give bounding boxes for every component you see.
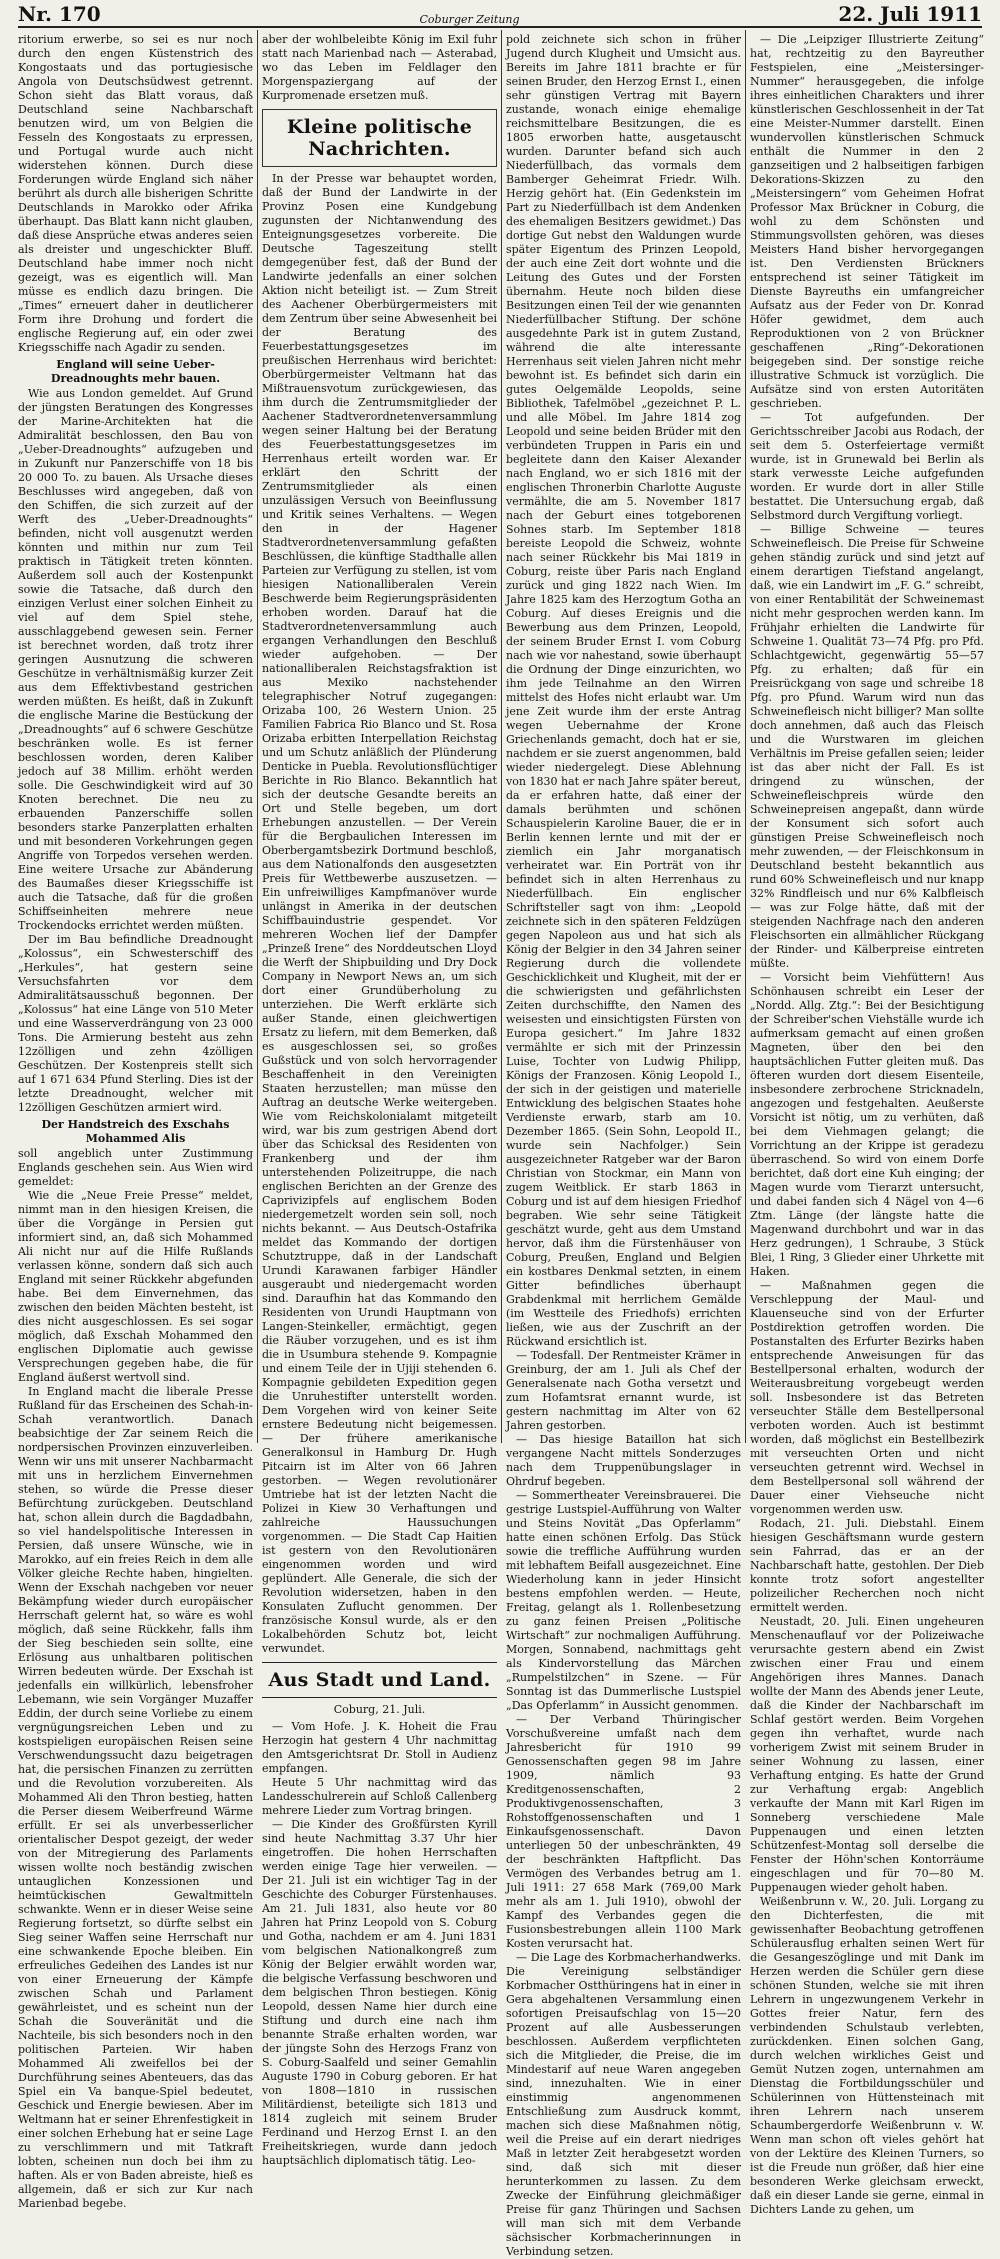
article-paragraph: ritorium erwerbe, so sei es nur noch durch den engen Küstenstrich des Kongostaats und das portugiesische Angola von Deutschsüdwest getrennt. Schon sieht das Blatt voraus, daß Deutschland seine Nachbarschaft benutzen wird, um von Belgien die Fesseln des Kongostaats zu erpressen, und Portugal wurde auch nicht widerstehen können. Durch diese Forderungen würde England sich näher berührt als durch alle bisherigen Schritte Deutschlands in Marokko oder Afrika überhaupt. Das Blatt kann nicht glauben, daß diese Ansprüche etwas anderes seien als dreister und ungeschickter Bluff. Deutschland habe immer noch nicht gezeigt, was es eigentlich will. Man müsse es endlich dazu bringen. Die „Times“ erneuert daher in deutlicherer Form ihre Drohung und fordert die englische Regierung auf, ein oder zwei Kriegsschiffe nach Agadir zu senden. [18,33,253,354]
article-paragraph: Weißenbrunn v. W., 20. Juli. Lorgang zu den Dichterfesten, die mit gewissenhafter Beobachtung getroffenen Schülerausflug erhalten seinen Wert für die Gesangeszöglinge und mit Dank im Herzen werden die Schüler gern diese schönen Stunden, welche sie mit ihren Lehrern in ungezwungenem Verkehr in Gottes freier Natur, fern des verbindenden Schulstaub verlebten, zurückdenken. Einen solchen Gang, durch welchen wirkliches Geist und Gemüt Nutzen zogen, unternahmen am Dienstag die Fortbildungsschüler und Schülerinnen von Hüttensteinach mit ihren Lehrern nach unserem Schaumbergerdorfe Weißenbrunn v. W. Wenn man schon oft vieles gehört hat von der Lektüre des Kleinen Turners, so ist die Freude nun größer, daß hier eine besonderen Werke gleichsam erweckt, daß ein dieser Lande sie gerne, einmal in Dichters Lande zu gehen, um [750,1895,984,2216]
article-paragraph: In der Presse war behauptet worden, daß der Bund der Landwirte in der Provinz Posen eine Kundgebung zugunsten der Nichtanwendung des Enteignungsgesetzes vorbereite. Die Deutsche Tageszeitung stellt demgegenüber fest, daß der Bund der Landwirte jedenfalls an einer solchen Aktion nicht beteiligt ist. — Zum Streit des Aachener Oberbürgermeisters mit dem Zentrum über seine Abwesenheit bei der Beratung des Feuerbestattungsgesetzes im preußischen Herrenhaus wird berichtet: Oberbürgermeister Veltmann hat das Mißtrauensvotum zurückgewiesen, das ihm durch die Zentrumsmitglieder der Aachener Stadtverordnetenversammlung wegen seiner Haltung bei der Beratung des Feuerbestattungsgesetzes im Herrenhaus erteilt worden war. Er erklärt den Schritt der Zentrumsmitglieder als einen unzulässigen Versuch von Beeinflussung und Kritik seines Verhaltens. — Wegen den in der Hagener Stadtverordnetenversammlung gefaßten Beschlüssen, die künftige Stadthalle allen Parteien zur Verfügung zu stellen, ist vom hiesigen Nationalliberalen Verein Beschwerde beim Regierungspräsidenten erhoben worden. Darauf hat die Stadtverordnetenversammlung auch ergangen Verhandlungen den Beschluß wieder aufgehoben. — Der nationalliberalen Reichstagsfraktion ist aus Mexiko nachstehender telegraphischer Notruf zugegangen: Orizaba 100, 26 Western Union. 25 Familien Fabrica Rio Blanco und St. Rosa Orizaba erbitten Interpellation Reichstag und um Schutz anläßlich der Plünderung Denticke in Puebla. Revolutionsflüchtiger Berichte in Rio Blanco. Bekanntlich hat sich der deutsche Gesandte bereits an Ort und Stelle begeben, um dort Erhebungen anzustellen. — Der Verein für die Bergbaulichen Interessen im Oberbergamtsbezirk Dortmund beschloß, aus dem Nationalfonds den ausgesetzten Preis für Wettbewerbe auszusetzen. — Ein unfreiwilliges Kampfmanöver wurde unlängst in Amerika in der deutschen Schiffbauindustrie gespendet. Vor mehreren Wochen lief der Dampfer „Prinzeß Irene“ des Norddeutschen Lloyd die Werft der Shipbuilding und Dry Dock Company in Newport News an, um sich dort einer Grundüberholung zu unterziehen. Die Werft erklärte sich außer Stande, einen gleichwertigen Ersatz zu liefern, mit dem Bemerken, daß es ausgeschlossen sei, so großes Gußstück und von solch hervorragender Beschaffenheit in den Vereinigten Staaten herzustellen; man müsse den Auftrag an deutsche Werke weitergeben. Wie vom Reichskolonialamt mitgeteilt wird, war bis zum gestrigen Abend dort über das Schicksal des Residenten von Frankenberg und der ihm unterstehenden Polizeitruppe, die nach englischen Berichten an der Grenze des Caprivizipfels auf englischem Boden niedergemetzelt worden sein soll, noch nichts bekannt. — Aus Deutsch-Ostafrika meldet das Kommando der dortigen Schutztruppe, daß in der Landschaft Urundi Karawanen farbiger Händler ausgeraubt und niedergemacht worden sind. Daraufhin hat das Kommando den Residenten von Urundi Hauptmann von Langen-Steinkeller, ermächtigt, gegen die Räuber vorzugehen, und es ist ihm die in Usumbura stehende 9. Kompagnie und einem Teile der in Ujiji stehenden 6. Kompagnie gebildeten Expedition gegen die Unruhestifter unterstellt worden. Dem Vorgehen wird von keiner Seite ernstere Bedeutung nicht beigemessen. — Der frühere amerikanische Generalkonsul in Hamburg Dr. Hugh Pitcairn ist im Alter von 66 Jahren gestorben. — Wegen revolutionärer Umtriebe hat ist der letzten Nacht die Polizei in Kiew 30 Verhaftungen und zahlreiche Haussuchungen vorgenommen. — Die Stadt Cap Haitien ist gestern von den Revolutionären eingenommen worden und wird geplündert. Alle Generale, die sich der Revolution widersetzen, haben in den Konsulaten Zuflucht genommen. Der französische Konsul wurde, als er den Lokalbehörden Schutz bot, leicht verwundet. [262,172,497,1655]
column-2 [262,33,497,2167]
subheading-exschah: Der Handstreich des Exschahs Mohammed Alis [41,1118,230,1145]
section-heading-politics: Kleine politische Nachrichten. [286,116,473,160]
article-paragraph: — Sommertheater Vereinsbrauerei. Die gestrige Lustspiel-Aufführung von Walter und Steins Novität „Das Opferlamm“ hatte einen schönen Erfolg. Das Stück sowie die treffliche Aufführung wurden mit lebhaftem Beifall ausgezeichnet. Eine Wiederholung kann in jeder Hinsicht bestens empfohlen werden. — Heute, Freitag, gelangt als 1. Rollenbesetzung zu ganz feinen Preisen „Politische Wirtschaft“ zur nochmaligen Aufführung. Morgen, Sonnabend, nachmittags geht als Kindervorstellung das Märchen „Rumpelstilzchen“ in Szene. — Für Sonntag ist das Dummerlische Lustspiel „Das Opferlamm“ in Aussicht genommen. [506,1489,741,1712]
article-paragraph: In England macht die liberale Presse Rußland für das Erscheinen des Schah-in-Schah verantwortlich. Danach beabsichtige der Zar seinem Reich die nordpersischen Provinzen einzuverleiben. Wenn wir uns mit unserer Nachbarmacht mit uns in herzlichem Einvernehmen stehen, so würde die Presse dieser Befürchtung zurückgeben. Deutschland hat, schon allein durch die Bagdadbahn, so viel handelspolitische Interessen in Persien, daß unsere Wünsche, wie in Marokko, auf ein freies Reich in dem alle Völker gleiche Rechte haben, hingielten. Wenn der Exschah nachgeben vor neuer Bekämpfung wieder durch europäischer Herrschaft gelernt hat, so wäre es wohl möglich, daß seine Rückkehr, falls ihm der Sieg beschieden sein sollte, eine Erlösung aus unhaltbaren politischen Wirren bedeuten würde. Der Exschah ist jedenfalls ein willkürlich, lebensfroher Lebemann, wie sein Vorgänger Muzaffer Eddin, der durch seine Vorliebe zu einem vergnügungsreichen Leben und zu kostspieligen europäischen Reisen seine Verschwendungssucht dazu beigetragen hat, die persischen Finanzen zu zerrütten und die Revolution vorzubereiten. Als Mohammed Ali den Thron bestieg, hatten die Perser diesem Weiberfreund Wärme erfüllt. Er sei als unverbesserlicher orientalischer Despot gezeigt, der weder von der Mitregierung des Parlaments wissen wollte noch beständig zwischen untauglichen Konzessionen und heimtückischen Gewaltmitteln schwankte. Wenn er in dieser Weise seine Regierung fortsetzt, so dürfte selbst ein Sieg seiner Waffen seine Herrschaft nur eine schwankende Epoche bleiben. Ein erfreuliches Gedeihen des Landes ist nur von einer Erneuerung der Kämpfe zwischen Schah und Parlament gewährleistet, und es scheint nun der Schah die Souveränität und die Nachteile, bis sich besonders noch in den politischen Parteien. Wir haben Mohammed Ali zweifellos bei der Durchführung seines Abenteuers, das das Spiel ein Va banque-Spiel bedeutet, Geschick und Energie bewiesen. Aber im Weltmann hat er seiner Ehrenfestigkeit in einer solchen Erhebung hat er seine Lage zu verschlimmern und mit Tatkraft lobten, scheinen nun doch bei ihm zu haften. Als er von Baden abreiste, hieß es allgemein, daß er sich zur Kur nach Marienbad begebe. [18,1385,253,2210]
article-paragraph: — Der Verband Thüringischer Vorschußvereine umfaßt nach dem Jahresbericht für 1910 99 Genossenschaften gegen 98 im Jahre 1909, nämlich 93 Kreditgenossenschaften, 2 Produktivgenossenschaften, 3 Rohstoffgenossenschaften und 1 Einkaufsgenossenschaft. Davon unterliegen 50 der unbeschränkten, 49 der beschränkten Haftpflicht. Das Vermögen des Verbandes betrug am 1. Juli 1911: 27 658 Mark (769,00 Mark mehr als am 1. Juli 1910), obwohl der Kampf des Verbandes gegen die Fusionsbestrebungen allein 1100 Mark Kosten verursacht hat. [506,1713,741,1950]
column-rule [257,30,258,1443]
article-paragraph: — Vorsicht beim Viehfüttern! Aus Schönhausen schreibt ein Leser der „Nordd. Allg. Ztg.“: Bei der Besichtigung der Schreiber'schen Viehställe wurde ich aufmerksam gemacht auf einen großen Magneten, über den bei den hauptsächlichen Futter gleiten muß. Das öfteren wurden dort diesem Eisenteile, insbesondere zerbrochene Stricknadeln, angezogen und festgehalten. Aeußerste Vorsicht ist nötig, um zu verhüten, daß bei dem Viehmagen gelangt; die Vorrichtung an der Krippe ist geradezu überraschend. So wird von einem Dorfe berichtet, daß dort eine Kuh einging; der Magen wurde vom Tierarzt untersucht, und dabei fanden sich 4 Nägel von 4—6 Ztm. Länge (der längste hatte die Magenwand durchbohrt und war in das Herz gedrungen), 1 Schraube, 3 Stück Blei, 1 Ring, 3 Glieder einer Uhrkette mit Haken. [750,971,984,1278]
issue-number: Nr. 170 [18,2,101,26]
article-paragraph: soll angeblich unter Zustimmung Englands geschehen sein. Aus Wien wird gemeldet: [18,1147,253,1188]
article-paragraph: — Tot aufgefunden. Der Gerichtsschreiber Jacobi aus Rodach, der seit dem 5. Osterfeiertage vermißt wurde, ist in Grunewald bei Berlin als stark verwesste Leiche aufgefunden worden. Er wurde dort in aller Stille bestattet. Die Untersuchung ergab, daß Selbstmord durch Vergiftung vorliegt. [750,411,984,522]
article-paragraph: aber der wohlbeleibte König im Exil fuhr statt nach Marienbad nach — Asterabad, wo das Leben im Feldlager den Morgenspaziergang auf der Kurpromenade ersetzen muß. [262,33,497,102]
article-paragraph: Rodach, 21. Juli. Diebstahl. Einem hiesigen Geschäftsmann wurde gestern sein Fahrrad, das er an der Nachbarschaft hatte, gestohlen. Der Dieb konnte trotz sofort angestellter polizeilicher Recherchen noch nicht ermittelt werden. [750,1517,984,1614]
article-paragraph: Wie aus London gemeldet. Auf Grund der jüngsten Beratungen des Kongresses der Marine-Architekten hat die Admiralität beschlossen, den Bau von „Ueber-Dreadnoughts“ aufzugeben und in Zukunft nur Panzerschiffe von 18 bis 20 000 To. zu bauen. Als Ursache dieses Beschlusses wird angegeben, daß von den Schiffen, die sich zurzeit auf der Werft des „Ueber-Dreadnoughts“ befinden, nicht voll ausgenutzt werden könnten und mithin nur zum Teil praktisch in Tätigkeit treten könnten. Außerdem soll auch der Kostenpunkt sowie die Tatsache, daß durch den einzigen Verlust einer solchen Einheit zu viel auf dem Spiel stehe, ausschlaggebend gewesen sein. Ferner ist berechnet worden, daß trotz ihrer geringen Ausnutzung die schweren Geschütze in verhältnismäßig kurzer Zeit aus dem Effektivbestand gestrichen werden müßten. Es heißt, daß in Zukunft die englische Marine die Bestückung der „Dreadnoughts“ auf 6 schwere Geschütze beschränken wolle. Es ist ferner beschlossen worden, deren Kaliber jedoch auf 38 Millim. erhöht werden solle. Die Geschwindigkeit wird auf 30 Knoten berechnet. Die neu zu erbauenden Panzerschiffe sollen besonders starke Panzerplatten erhalten und mit besonderen Vorkehrungen gegen Angriffe von Torpedos versehen werden. Eine weitere Ursache zur Abänderung des Baumaßes dieser Kriegsschiffe ist auch die Tatsache, daß für die großen Schiffseinheiten mehrere neue Trockendocks errichtet werden müßten. [18,387,253,932]
section-heading-box [262,109,497,167]
article-paragraph: — Todesfall. Der Rentmeister Krämer in Greinburg, der am 1. Juli als Chef der Generalsenate nach Gotha versetzt und zum Hofamtsrat ernannt wurde, ist gestern nachmittag im Alter von 62 Jahren gestorben. [506,1349,741,1432]
issue-date: 22. Juli 1911 [838,2,982,26]
article-paragraph: Heute 5 Uhr nachmittag wird das Landesschulrerein auf Schloß Callenberg mehrere Lieder zum Vortrag bringen. [262,1776,497,1817]
subheading-dreadnoughts: England will seine Ueber-Dreadnoughts mehr bauen. [50,358,221,385]
column-4 [750,33,984,2216]
article-paragraph: Wie die „Neue Freie Presse“ meldet, nimmt man in den hiesigen Kreisen, die über die Vorgänge in Persien gut informiert sind, an, daß sich Mohammed Ali nicht nur auf die Hilfe Rußlands verlassen könne, sondern daß sich auch England mit seiner Rückkehr abgefunden habe. Bei dem Einvernehmen, das zwischen den beiden Mächten besteht, ist dies nicht ausgeschlossen. Es sei sogar möglich, daß Exschah Mohammed den englischen Diplomatie auch gewisse Versprechungen gegeben habe, die für England äußerst wertvoll sind. [18,1189,253,1384]
article-paragraph: — Billige Schweine — teures Schweinefleisch. Die Preise für Schweine gehen ständig zurück und sind jetzt auf einem derartigen Tiefstand angelangt, daß, wie ein Landwirt im „F. G.“ schreibt, von einer Rentabilität der Schweinemast nicht mehr gesprochen werden kann. Im Frühjahr erhielten die Landwirte für Schweine 1. Qualität 73—74 Pfg. pro Pfd. Schlachtgewicht, gegenwärtig 55—57 Pfg. zu erhalten; daß für ein Preisrückgang von sage und schreibe 18 Pfg. pro Pfund. Warum wird nun das Schweinefleisch nicht billiger? Man sollte doch annehmen, daß auch das Fleisch und die Wurstwaren im gleichen Verhältnis im Preise gefallen seien; leider ist das aber nicht der Fall. Es ist dringend zu wünschen, der Schweinefleischpreis würde den Schweinepreisen angepaßt, dann würde der Konsument sich sofort auch günstigen Preise Schweinefleisch noch mehr zuwenden, — der Fleischkonsum in Deutschland besteht bekanntlich aus rund 60% Schweinefleisch und nur knapp 32% Rindfleisch und nur 6% Kalbfleisch — was zur Folge hätte, daß mit der steigenden Nachfrage nach den anderen Fleischsorten ein allmählicher Rückgang der Rinder- und Kälberpreise eintreten müßte. [750,523,984,970]
newspaper-title: Coburger Zeitung [419,13,520,26]
article-paragraph: — Das hiesige Bataillon hat sich vergangene Nacht mittels Sonderzuges nach dem Truppenübungslager in Ohrdruf begeben. [506,1433,741,1488]
article-paragraph: — Die Kinder des Großfürsten Kyrill sind heute Nachmittag 3.37 Uhr hier eingetroffen. Die hohen Herrschaften werden einige Tage hier verweilen. — Der 21. Juli ist ein wichtiger Tag in der Geschichte des Coburger Fürstenhauses. Am 21. Juli 1831, also heute vor 80 Jahren hat Prinz Leopold von S. Coburg und Gotha, nachdem er am 4. Juni 1831 vom belgischen Nationalkongreß zum König der Belgier erwählt worden war, die belgische Verfassung beschworen und dem belgischen Thron bestiegen. König Leopold, dessen Name hier durch eine Stiftung und durch eine nach ihm benannte Straße erhalten worden, war der jüngste Sohn des Herzogs Franz von S. Coburg-Saalfeld und seiner Gemahlin Auguste 1790 in Coburg geboren. Er hat von 1808—1810 in russischen Militärdienst, beteiligte sich 1813 und 1814 zugleich mit seinem Bruder Ferdinand und Herzog Ernst I. an den Freiheitskriegen, wurde dann jedoch hauptsächlich diplomatisch tätig. Leo- [262,1818,497,2167]
article-paragraph: Neustadt, 20. Juli. Einen ungeheuren Menschenauflauf vor der Polizeiwache verursachte gestern abend ein Zwist zwischen einer Frau und einem Angehörigen ihres Mannes. Danach wollte der Mann des Abends jener Leute, daß die Kinder der Nachbarschaft im Schlaf gestört werden. Beim Vorgehen gegen ihn verhaftet, wurde nach vorherigem Zwist mit seinem Bruder in seiner Wohnung zu lassen, einer Verhaftung entging. Es hatte der Grund zur Verhaftung ergab: Angeblich verkaufte der Mann mit Karl Rigen im Sonneberg verschiedene Male Puppenaugen und einen letzten Schützenfest-Montag soll derselbe die Fenster der Höhn'schen Kontorräume eingeschlagen und für 70—80 M. Puppenaugen wieder geholt haben. [750,1615,984,1894]
article-paragraph: — Die Lage des Korbmacherhandwerks. Die Vereinigung selbständiger Korbmacher Ostthüringens hat in einer in Gera abgehaltenen Versammlung einen sofortigen Preisaufschlag von 15—20 Prozent auf alle Ausbesserungen beschlossen. Außerdem verpflichteten sich die Mitglieder, die Preise, die im Mindestarif auf neue Waren angegeben sind, innezuhalten. Wie in einer einstimmig angenommenen Entschließung zum Ausdruck kommt, machen sich diese Maßnahmen nötig, weil die Preise auf ein derart niedriges Maß in letzter Zeit herabgesetzt worden sind, daß sich mit dieser herunterkommen zu lassen. Zu dem Zwecke der Einführung gleichmäßiger Preise für ganz Thüringen und Sachsen will man sich mit dem Verbande sächsischer Korbmacherinnungen in Verbindung setzen. [506,1951,741,2258]
section-heading-local: Aus Stadt und Land. [268,1669,491,1691]
article-paragraph: — Die „Leipziger Illustrierte Zeitung“ hat, rechtzeitig zu den Bayreuther Festspielen, eine „Meistersinger-Nummer“ herausgegeben, die infolge ihres einheitlichen Charakters und ihrer künstlerischen Geschlossenheit in der Tat eine Meister-Nummer darstellt. Einen wundervollen künstlerischen Schmuck enthält die Nummer in den 2 ganzseitigen und 2 halbseitigen farbigen Dekorations-Skizzen zu den „Meistersingern“ vom Geheimen Hofrat Professor Max Brückner in Coburg, die wohl zu dem Schönsten und Stimmungsvollsten gehören, was dieses Meisters Hand bisher hervorgegangen ist. Den Verdiensten Brückners entsprechend ist seiner Tätigkeit im Dienste Bayreuths ein umfangreicher Aufsatz aus der Feder von Dr. Konrad Höfer gewidmet, dem auch Reproduktionen von 2 von Brückner geschaffenen „Ring“-Dekorationen beigegeben sind. Der sonstige reiche illustrative Schmuck ist vorzüglich. Die Aufsätze sind von ersten Autoritäten geschrieben. [750,33,984,410]
dateline: Coburg, 21. Juli. [333,1703,426,1716]
section-heading-box [262,1662,497,1698]
column-rule [745,30,746,1443]
column-3 [506,33,741,2258]
article-paragraph: pold zeichnete sich schon in früher Jugend durch Klugheit und Umsicht aus. Bereits im Jahre 1811 brachte er für seinen Bruder, den Herzog Ernst I., einen sehr günstigen Vertrag mit Bayern zustande, wonach einige ehemalige reichsmittelbare Besitzungen, die es 1805 erworben hatte, ausgetauscht wurden. Darunter befand sich auch Niederfüllbach, das vormals dem Bamberger Geheimrat Friedr. Wilh. Herzig gehört hat. (Ein Gedenkstein im Part zu Niederfüllbach ist dem Andenken des ehemaligen Besitzers gewidmet.) Das dortige Gut nebst den Waldungen wurde später Eigentum des Prinzen Leopold, der auch eine Zeit dort wohnte und die Leitung des Gutes und der Forsten übernahm. Heute noch bilden diese Besitzungen einen Teil der wie genannten Niederfüllbacher Stiftung. Der schöne ausgedehnte Park ist in gutem Zustand, während die alte interessante Herrenhaus seit vielen Jahren nicht mehr bewohnt ist. Es befindet sich darin ein gutes Oelgemälde Leopolds, seine Bibliothek, Tafelmöbel „gezeichnet P. L. und alle Möbel. Im Jahre 1814 zog Leopold und seine beiden Brüder mit den verbündeten Truppen in Paris ein und begleitete dann den Kaiser Alexander nach England, wo er sich 1816 mit der englischen Thronerbin Charlotte Auguste vermählte, die am 5. November 1817 nach der Geburt eines totgeborenen Sohnes starb. Im September 1818 bereiste Leopold die Schweiz, wohnte nach seiner Rückkehr bis Mai 1819 in Coburg, reiste über Paris nach England zurück und ging 1822 nach Wien. Im Jahre 1825 kam des Herzogtum Gotha an Coburg. Auf dieses Ereignis und die Bewerbung aus dem Prinzen, Leopold, der seinem Bruder Ernst I. vom Coburg nach wie vor nahestand, sowie überhaupt die Ordnung der Dinge einzurichten, wo ihm jede Teilnahme an den Wirren mittelst des Hofes nicht erlaubt war. Um jene Zeit wurde ihm der erste Antrag wegen Uebernahme der Krone Griechenlands gemacht, doch hat er sie, nachdem er sie zuerst angenommen, bald wieder niedergelegt. Diese Ablehnung von 1830 hat er nach Jahre später bereut, da er erfahren hatte, daß einer der damals berühmten und schönen Schauspielerin Karoline Bauer, die er in Berlin kennen lernte und mit der er ziemlich ein Jahr morganatisch verheiratet war. Ein Porträt von ihr befindet sich in alten Herrenhaus zu Niederfüllbach. Ein englischer Schriftsteller sagt von ihm: „Leopold zeichnete sich in den späteren Feldzügen gegen Napoleon aus und hat sich als König der Belgier in den 34 Jahren seiner Regierung durch die vollendete Geschicklichkeit und Klugheit, mit der er die schwierigsten und gefährlichsten Zeiten durchschiffte, den Namen des weisesten und einsichtigsten Fürsten von Europa gesichert.“ Im Jahre 1832 vermählte er sich mit der Prinzessin Luise, Tochter von Ludwig Philipp, Königs der Franzosen. König Leopold I., der sich in der geistigen und materielle Entwicklung des belgischen Staates hohe Verdienste erwarb, starb am 10. Dezember 1865. (Sein Sohn, Leopold II., wurde sein Nachfolger.) Sein ausgezeichneter Ratgeber war der Baron Christian von Stockmar, ein Mann von zugem Weitblick. Er starb 1863 in Coburg und ist auf dem hiesigen Friedhof begraben. Wie sehr seine Tätigkeit geschätzt wurde, geht aus dem Umstand hervor, daß ihm die Fürstenhäuser von Coburg, Preußen, England und Belgien ein kostbares Denkmal setzten, in einem Gitter befindliches überhaupt Grabdenkmal mit herrlichem Gemälde (im Westteile des Friedhofs) errichten ließen, wie aus der Zuschrift an der Rückwand ersichtlich ist. [506,33,741,1348]
article-paragraph: Der im Bau befindliche Dreadnought „Kolossus“, ein Schwesterschiff des „Herkules“, hat gestern seine Versuchsfahrten vor dem Admiralitätsausschuß begonnen. Der „Kolossus“ hat eine Länge von 510 Meter und eine Wasserverdrängung von 23 000 Tons. Die Armierung besteht aus zehn 12zölligen und zehn 4zölligen Geschützen. Der Kostenpreis stellt sich auf 1 671 634 Pfund Sterling. Dies ist der letzte Dreadnought, welcher mit 12zölligen Geschützen armiert wird. [18,933,253,1114]
page-header [18,4,982,28]
column-1 [18,33,253,2210]
article-paragraph: — Vom Hofe. J. K. Hoheit die Frau Herzogin hat gestern 4 Uhr nachmittag den Amtsgerichtsrat Dr. Stoll in Audienz empfangen. [262,1720,497,1775]
column-rule [501,30,502,1443]
article-paragraph: — Maßnahmen gegen die Verschleppung der Maul- und Klauenseuche sind von der Erfurter Postdirektion getroffen worden. Die Postanstalten des Erfurter Bezirks haben entsprechende Anweisungen für das Bestellpersonal erhalten, wodurch der Weiterausbreitung vorgebeugt werden soll. Insbesondere ist das Betreten verseuchter Ställe dem Bestellpersonal verboten worden. Auch ist bestimmt worden, daß möglichst ein Bestellbezirk mit verseuchten Orten und nicht verseuchten getrennt wird. Wechsel in dem Bestellpersonal soll während der Dauer einer Viehseuche nicht vorgenommen werden usw. [750,1279,984,1516]
